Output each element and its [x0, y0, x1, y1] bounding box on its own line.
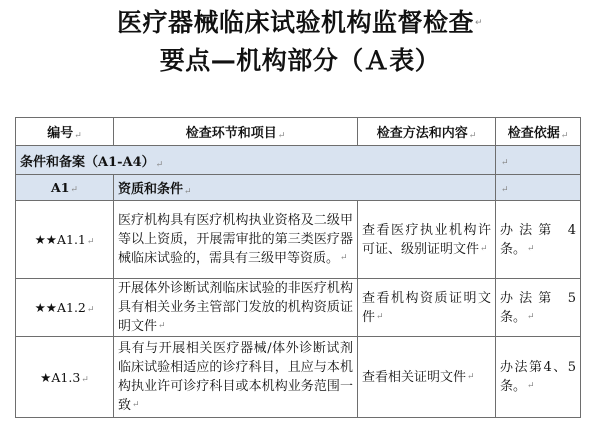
group-row: [16, 175, 581, 201]
row-method: 查看相关证明文件↵: [358, 337, 496, 418]
paragraph-mark-icon: ↵: [132, 400, 140, 410]
document-title: [0, 0, 600, 78]
row-code: ★★A1.1↵: [16, 201, 114, 279]
paragraph-mark-icon: ↵: [376, 311, 384, 322]
table-row: [16, 201, 581, 279]
table-row: [16, 337, 581, 418]
paragraph-mark-icon: ↵: [527, 311, 535, 322]
header-method: 检查方法和内容↵: [358, 118, 496, 146]
row-item: 开展体外诊断试剂临床试验的非医疗机构具有相关业务主管部门发放的机构资质证明文件↵: [114, 279, 358, 337]
paragraph-mark-icon: ↵: [467, 371, 475, 382]
row-item: 具有与开展相关医疗器械/体外诊断试剂临床试验相适应的诊疗科目，且应与本机构执业许可诊疗科目或本机构业务范围一致↵: [114, 337, 358, 418]
paragraph-mark-icon: ↵: [340, 253, 348, 263]
paragraph-mark-icon: ↵: [74, 131, 82, 141]
paragraph-mark-icon: ↵: [468, 131, 477, 141]
header-basis: 检查依据↵: [496, 118, 581, 146]
row-basis: 办法第4、5 条。↵: [496, 337, 581, 418]
paragraph-mark-icon: ↵: [155, 159, 164, 170]
paragraph-mark-icon: ↵: [501, 157, 509, 168]
row-item: 医疗机构具有医疗机构执业资格及二级甲等以上资质，开展需审批的第三类医疗器械临床试验的，需具有三级甲等资质。↵: [114, 201, 358, 279]
row-method: 查看机构资质证明文件↵: [358, 279, 496, 337]
paragraph-mark-icon: ↵: [277, 131, 286, 141]
row-basis: 办法第 4 条。↵: [496, 201, 581, 279]
paragraph-mark-icon: ↵: [70, 185, 78, 195]
group-code: A1↵: [16, 175, 114, 201]
row-method: 查看医疗执业机构许可证、级别证明文件↵: [358, 201, 496, 279]
paragraph-mark-icon: ↵: [81, 374, 89, 385]
paragraph-mark-icon: ↵: [480, 243, 488, 254]
section-row: [16, 146, 581, 175]
paragraph-mark-icon: ↵: [184, 187, 192, 197]
paragraph-mark-icon: ↵: [527, 381, 535, 391]
row-code: ★A1.3↵: [16, 337, 114, 418]
header-item: 检查环节和项目↵: [114, 118, 358, 146]
paragraph-mark-icon: ↵: [501, 185, 509, 195]
section-label: 条件和备案（A1-A4）↵: [16, 146, 496, 175]
inspection-table: [15, 117, 581, 418]
row-basis: 办法第 5 条。↵: [496, 279, 581, 337]
paragraph-mark-icon: ↵: [560, 131, 569, 141]
title-line-2: 要点—机构部分（Ａ表）: [159, 46, 441, 75]
paragraph-mark-icon: ↵: [474, 18, 484, 28]
paragraph-mark-icon: ↵: [86, 305, 95, 315]
title-line-1: [0, 6, 600, 40]
row-code: ★★A1.2↵: [16, 279, 114, 337]
paragraph-mark-icon: ↵: [86, 237, 95, 247]
header-code: 编号↵: [16, 118, 114, 146]
table-row: [16, 279, 581, 337]
header-row: [16, 118, 581, 146]
section-basis-cell: [496, 146, 581, 175]
title-line-1-text: 医疗器械临床试验机构监督检查: [116, 8, 474, 37]
paragraph-mark-icon: ↵: [527, 243, 535, 254]
group-name: 资质和条件↵: [114, 175, 496, 201]
group-basis-cell: [496, 175, 581, 201]
paragraph-mark-icon: ↵: [158, 321, 166, 331]
